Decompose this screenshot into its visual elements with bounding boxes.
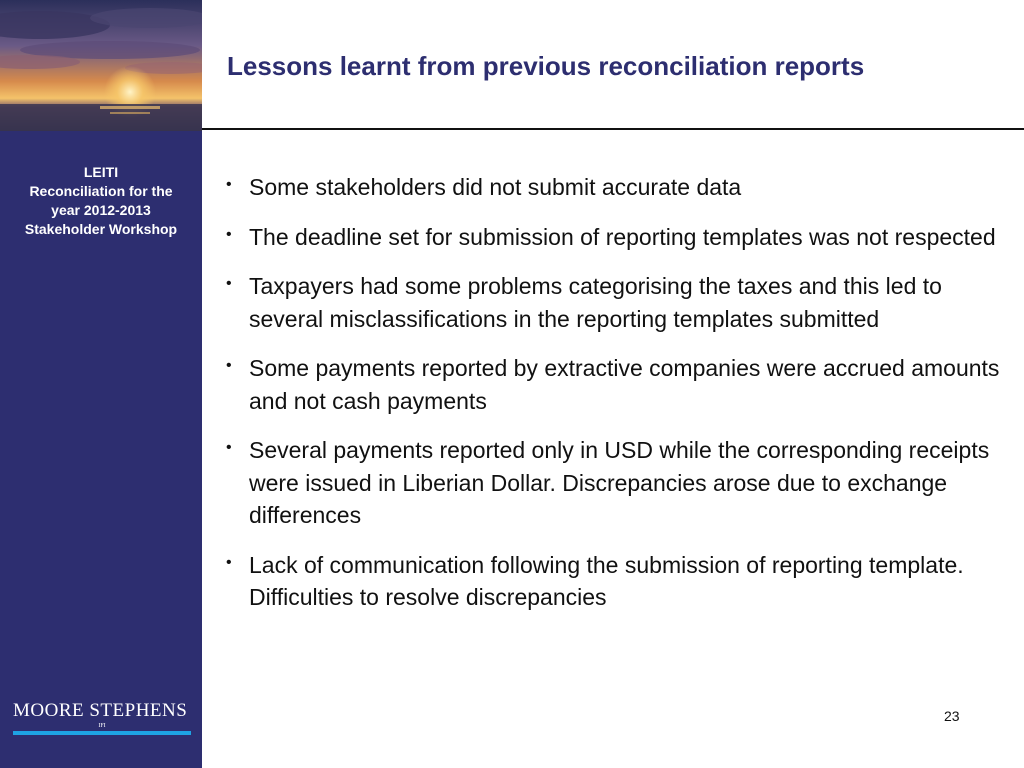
logo-wordmark: MOORE STEPHENS xyxy=(13,700,188,721)
bullet-text: Taxpayers had some problems categorising the taxes and this led to several misclassifications in the reporting templates submitted xyxy=(249,273,942,332)
caption-line: Stakeholder Workshop xyxy=(24,221,178,237)
bullet-text: Some stakeholders did not submit accurate data xyxy=(249,174,742,200)
caption-line: Reconciliation for the xyxy=(29,183,173,199)
bullet-item xyxy=(226,221,1006,254)
title-divider xyxy=(202,128,1024,130)
bullet-dot-icon: • xyxy=(226,357,232,374)
moore-stephens-logo xyxy=(13,700,191,740)
bullet-dot-icon: • xyxy=(226,553,232,571)
sunset-image xyxy=(0,0,202,131)
bullet-item xyxy=(226,171,1006,204)
page-number: 23 xyxy=(944,708,960,724)
bullet-item xyxy=(226,270,1006,335)
caption-line: LEITI xyxy=(83,164,119,180)
bullet-text: Lack of communication following the submission of reporting template. Difficulties to resolve discrepancies xyxy=(249,551,964,610)
bullet-item xyxy=(226,549,1006,614)
bullet-text: Several payments reported only in USD while the corresponding receipts were issued in Liberian Dollar. Discrepancies arose due to exchange differences xyxy=(249,437,990,528)
slide-title: Lessons learnt from previous reconciliation reports xyxy=(227,51,865,81)
sidebar-panel xyxy=(0,0,202,768)
caption-line: year 2012-2013 xyxy=(51,202,151,218)
bullet-dot-icon: • xyxy=(226,439,232,456)
bullet-dot-icon: • xyxy=(226,275,232,292)
bullet-item xyxy=(226,352,1006,417)
workshop-caption xyxy=(0,163,202,239)
logo-underline xyxy=(13,731,191,735)
bullet-text: The deadline set for submission of reporting templates was not respected xyxy=(249,223,996,250)
bullet-item xyxy=(226,434,1006,532)
bullet-list xyxy=(226,171,1006,631)
bullet-text: Some payments reported by extractive companies were accrued amounts and not cash payments xyxy=(249,355,1000,414)
bullet-dot-icon: • xyxy=(226,225,232,243)
bullet-dot-icon: • xyxy=(226,176,232,193)
logo-subtext: IFI xyxy=(98,723,106,729)
